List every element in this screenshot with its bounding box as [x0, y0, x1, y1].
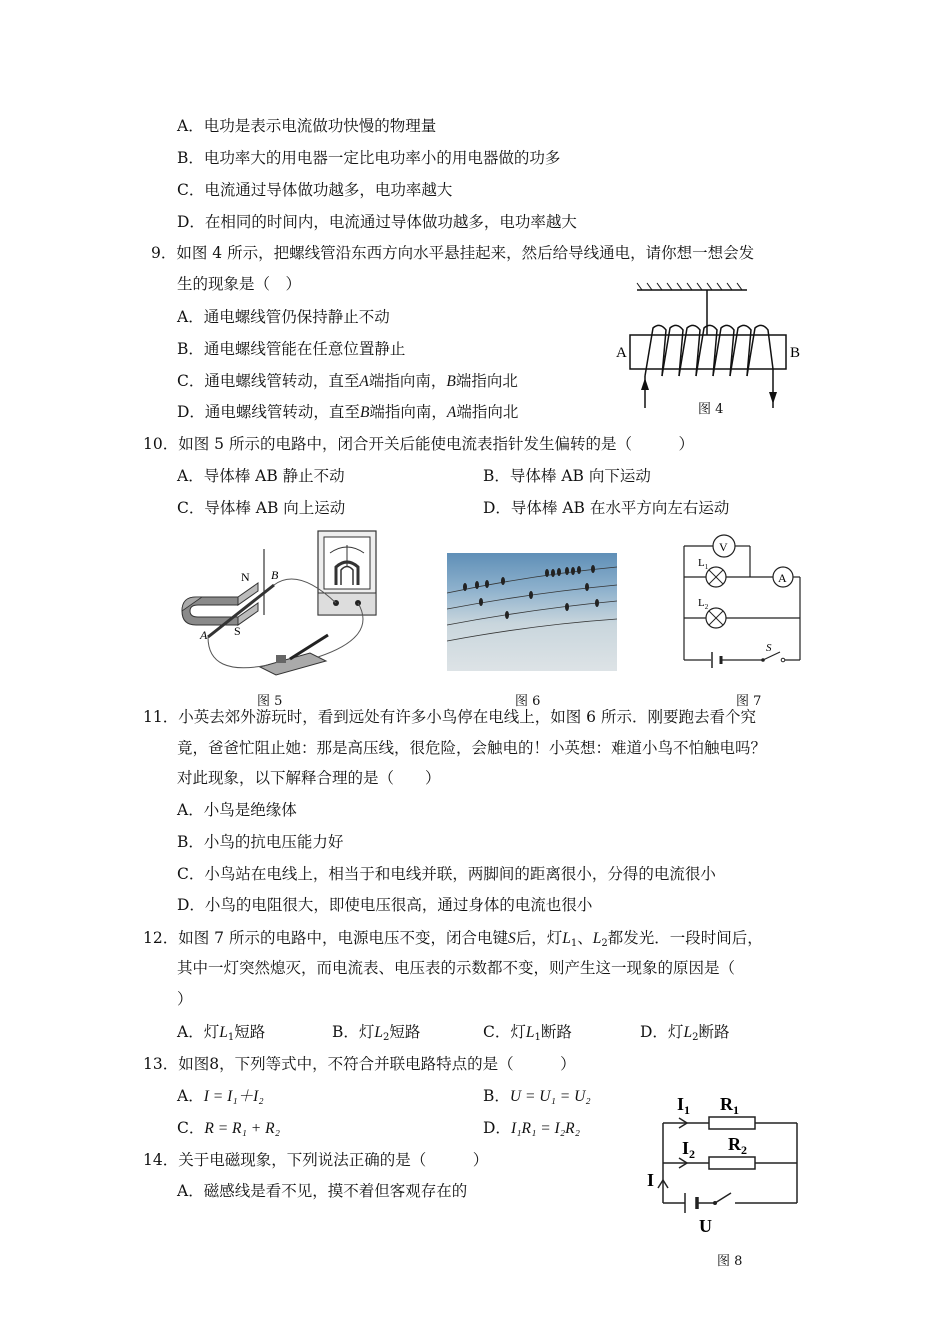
figure-8-parallel-circuit	[645, 1088, 805, 1238]
fig7-label-l1: $L_1$	[698, 557, 709, 571]
fig8-label-i1: $I_1$	[677, 1094, 691, 1117]
q13-option-b: B．U = U₁ = U₂	[483, 1087, 591, 1105]
figure-6-photo-birds-on-wires	[447, 553, 617, 671]
figure-7-caption: 图 7	[736, 694, 762, 709]
q10-option-a: A．导体棒 AB 静止不动	[177, 467, 345, 485]
figure-4-solenoid	[610, 280, 810, 415]
q9-stem-line1: 9．如图 4 所示，把螺线管沿东西方向水平悬挂起来，然后给导线通电，请你想一想会发	[151, 244, 755, 262]
fig7-label-switch: S	[766, 642, 772, 654]
q9-option-a: A．通电螺线管仍保持静止不动	[177, 308, 390, 326]
fig4-label-b: B	[790, 345, 801, 361]
q9-option-c: C．通电螺线管转动，直至A端指向南，B端指向北	[177, 372, 518, 390]
q14-option-a: A．磁感线是看不见，摸不着但客观存在的	[177, 1182, 468, 1200]
q11-option-b: B．小鸟的抗电压能力好	[177, 833, 344, 851]
q9-option-d: D．通电螺线管转动，直至B端指向南，A端指向北	[177, 403, 519, 421]
figure-5-caption: 图 5	[257, 694, 283, 709]
figure-5-induction-apparatus	[178, 527, 398, 685]
q13-option-c: C．R = R₁ + R₂	[177, 1119, 280, 1137]
resistor-r2-symbol	[709, 1157, 755, 1169]
q11-option-c: C．小鸟站在电线上，相当于和电线并联，两脚间的距离很小，分得的电流很小	[177, 865, 716, 883]
q11-stem-line1: 11．小英去郊外游玩时，看到远处有许多小鸟停在电线上，如图 6 所示．刚要跑去看个究	[143, 708, 756, 726]
fig7-label-l2: $L_2$	[698, 597, 709, 611]
figure-8-caption: 图 8	[717, 1254, 743, 1269]
q10-option-d: D．导体棒 AB 在水平方向左右运动	[483, 499, 730, 517]
q9-stem-line2: 生的现象是（ ）	[177, 275, 302, 293]
q8-option-a: A．电功是表示电流做功快慢的物理量	[177, 117, 437, 135]
q12-option-d: D．灯$L_2$断路	[640, 1023, 730, 1043]
fig8-label-i2: $I_2$	[682, 1138, 696, 1161]
figure-7-circuit	[678, 532, 813, 670]
resistor-r1-symbol	[709, 1117, 755, 1129]
q11-stem-line2: 竟，爸爸忙阻止她：那是高压线，很危险，会触电的！小英想：难道小鸟不怕触电吗？	[177, 739, 767, 757]
q8-option-b: B．电功率大的用电器一定比电功率小的用电器做的功多	[177, 149, 561, 167]
q11-stem-line3: 对此现象，以下解释合理的是（ ）	[177, 769, 441, 787]
q12-option-b: B．灯$L_2$短路	[332, 1023, 421, 1043]
figure-6-caption: 图 6	[515, 694, 541, 709]
fig8-label-u: U	[699, 1216, 712, 1236]
q8-option-c: C．电流通过导体做功越多，电功率越大	[177, 181, 453, 199]
q14-stem: 14．关于电磁现象，下列说法正确的是（ ）	[143, 1151, 489, 1169]
q10-stem: 10．如图 5 所示的电路中，闭合开关后能使电流表指针发生偏转的是（ ）	[143, 435, 694, 453]
fig4-label-a: A	[616, 345, 627, 361]
q13-stem: 13．如图8，下列等式中，不符合并联电路特点的是（ ）	[143, 1055, 576, 1073]
fig8-label-r1: $R_1$	[720, 1094, 739, 1117]
q12-stem-line1: 12．如图 7 所示的电路中，电源电压不变，闭合电键S后，灯$L_1$、$L_2$都发光．一段时间后，	[143, 929, 763, 949]
q10-option-b: B．导体棒 AB 向下运动	[483, 467, 651, 485]
fig8-label-i: I	[647, 1170, 655, 1190]
q12-stem-line2: 其中一灯突然熄灭，而电流表、电压表的示数都不变，则产生这一现象的原因是（	[177, 959, 736, 977]
q10-option-c: C．导体棒 AB 向上运动	[177, 499, 346, 517]
q13-option-d: D．I₁R₁ = I₂R₂	[483, 1119, 580, 1137]
q12-option-c: C．灯$L_1$断路	[483, 1023, 572, 1043]
fig8-label-r2: $R_2$	[728, 1134, 747, 1157]
fig5-s-pole: S	[234, 624, 241, 638]
fig5-label-b: B	[271, 568, 279, 582]
fig5-n-pole: N	[241, 570, 250, 584]
q12-stem-line3: ）	[177, 990, 193, 1008]
q9-option-b: B．通电螺线管能在任意位置静止	[177, 340, 406, 358]
ammeter-label: A	[778, 571, 787, 585]
fig5-label-a: A	[200, 628, 208, 642]
voltmeter-label: V	[719, 540, 728, 554]
q12-option-a: A．灯$L_1$短路	[177, 1023, 266, 1043]
birds-on-wires-illustration	[447, 553, 617, 671]
q13-option-a: A．I = I₁＋I₂	[177, 1087, 264, 1105]
q8-option-d: D．在相同的时间内，电流通过导体做功越多，电功率越大	[177, 213, 577, 231]
q11-option-d: D．小鸟的电阻很大，即使电压很高，通过身体的电流也很小	[177, 896, 593, 914]
q11-option-a: A．小鸟是绝缘体	[177, 801, 297, 819]
figure-4-caption: 图 4	[698, 402, 724, 417]
